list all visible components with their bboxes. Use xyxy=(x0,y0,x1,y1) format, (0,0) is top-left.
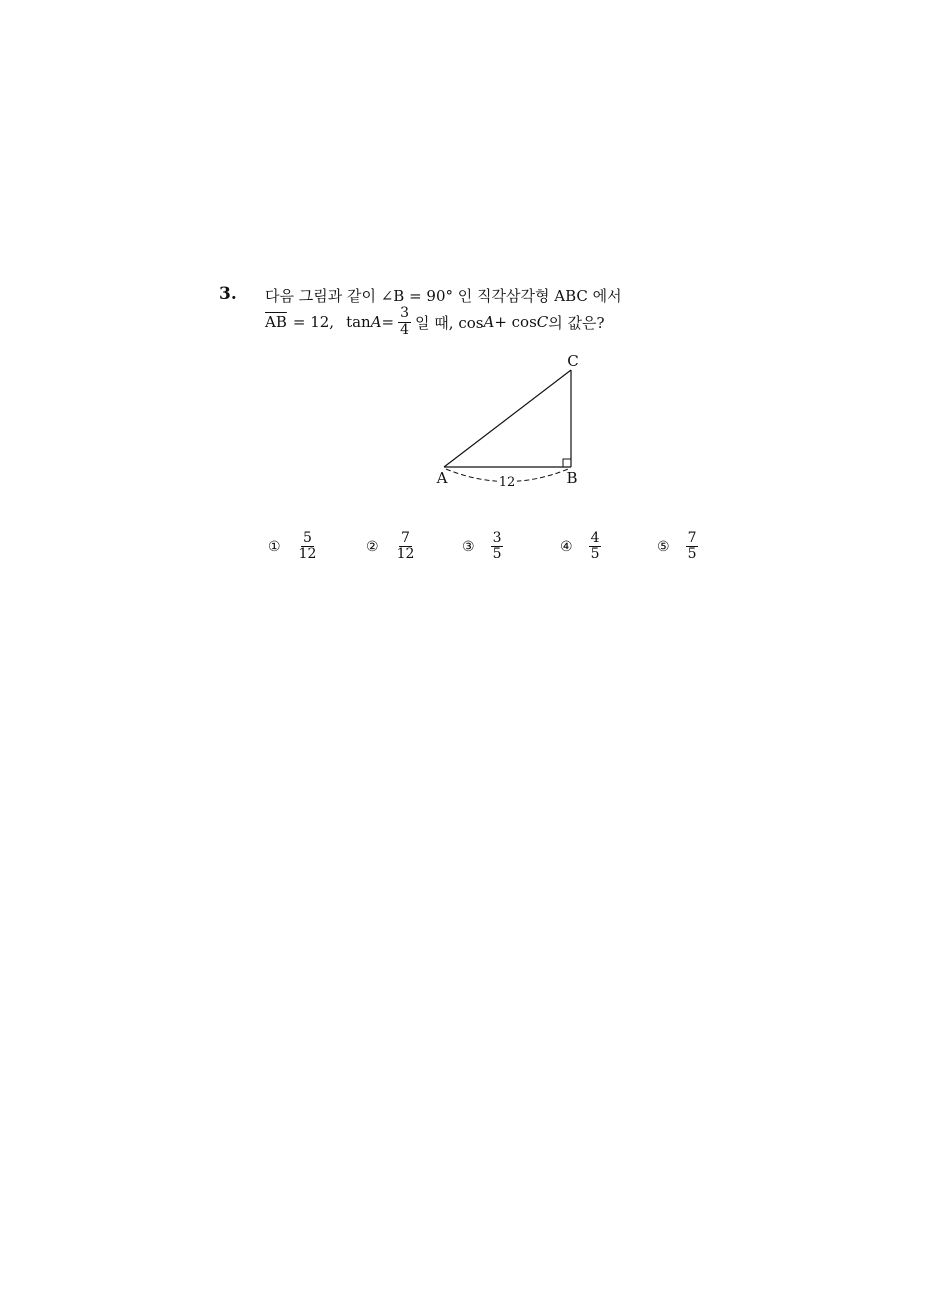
answer-choices xyxy=(268,531,708,571)
right-angle-mark xyxy=(563,459,571,467)
choice-mark: ④ xyxy=(560,538,573,555)
choice-numerator: 3 xyxy=(492,530,502,546)
segment-value: = 12, xyxy=(292,313,335,331)
tan-prefix: tan xyxy=(346,313,371,331)
choice-4[interactable] xyxy=(560,531,605,563)
mid-text: 일 때, cos xyxy=(415,313,484,332)
question-line-1: 다음 그림과 같이 ∠B = 90° 인 직각삼각형 ABC 에서 xyxy=(265,287,622,305)
variable-a: A xyxy=(483,313,495,331)
tan-variable: A xyxy=(370,313,382,331)
choice-denominator: 5 xyxy=(492,546,502,563)
vertex-label-b: B xyxy=(566,469,578,487)
question-line-2 xyxy=(265,304,605,340)
choice-denominator: 5 xyxy=(687,546,697,563)
choice-mark: ① xyxy=(268,538,281,555)
choice-numerator: 4 xyxy=(590,530,600,546)
side-ac xyxy=(444,370,571,467)
choice-fraction xyxy=(297,531,319,563)
choice-denominator: 12 xyxy=(396,546,415,563)
choice-numerator: 7 xyxy=(687,530,697,546)
question-number: 3. xyxy=(219,284,237,304)
dimension-label: 12 xyxy=(498,475,516,490)
choice-5[interactable] xyxy=(657,531,702,563)
tan-fraction xyxy=(398,306,411,338)
choice-fraction xyxy=(491,531,504,563)
vertex-label-c: C xyxy=(567,352,579,370)
triangle-figure xyxy=(420,348,600,498)
segment-ab: $\overline{AB}$ xyxy=(265,313,287,331)
choice-mark: ③ xyxy=(462,538,475,555)
tan-equals: = xyxy=(381,313,395,331)
choice-fraction xyxy=(686,531,699,563)
question-tail: 의 값은? xyxy=(548,313,605,332)
choice-2[interactable] xyxy=(366,531,420,563)
tan-denominator: 4 xyxy=(400,321,410,338)
choice-1[interactable] xyxy=(268,531,322,563)
choice-numerator: 7 xyxy=(401,530,410,546)
choice-fraction xyxy=(589,531,602,563)
choice-fraction xyxy=(395,531,417,563)
choice-3[interactable] xyxy=(462,531,507,563)
tan-numerator: 3 xyxy=(400,305,410,322)
choice-mark: ⑤ xyxy=(657,538,670,555)
vertex-label-a: A xyxy=(436,469,448,487)
plus-cos: + cos xyxy=(494,313,537,331)
choice-numerator: 5 xyxy=(303,530,312,546)
variable-c: C xyxy=(536,313,549,331)
choice-denominator: 5 xyxy=(590,546,600,563)
choice-denominator: 12 xyxy=(298,546,317,563)
choice-mark: ② xyxy=(366,538,379,555)
